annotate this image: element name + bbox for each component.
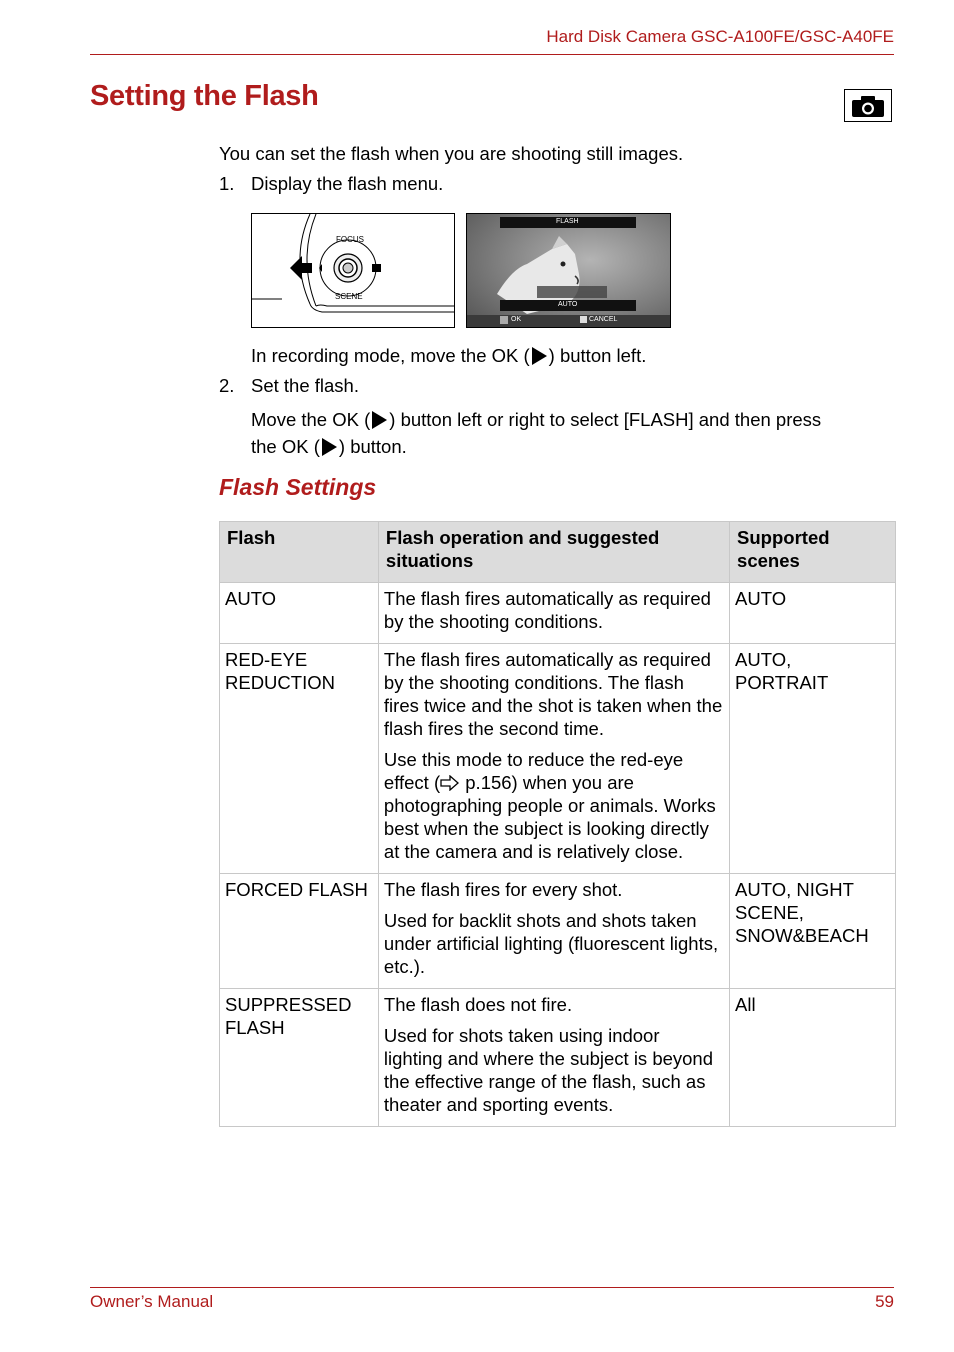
operation-note: Used for backlit shots and shots taken under artificial lighting (fluorescent lights, etc.). — [383, 910, 719, 977]
flash-cell: SUPPRESSED FLASH — [220, 989, 379, 1127]
operation-text: The flash fires automatically as required by the shooting conditions. — [383, 588, 711, 632]
operation-note: Used for shots taken using indoor lighting and where the subject is beyond the effective range of the flash, such as theater and sporting events. — [383, 1025, 714, 1115]
header-rule — [90, 54, 894, 55]
step-2-note-part4: ) button. — [338, 436, 407, 457]
header-flash: Flash — [220, 522, 379, 583]
step-1-note-after: ) button left. — [548, 345, 647, 366]
step-2-text: Set the flash. — [251, 375, 359, 396]
flash-settings-table — [219, 521, 896, 1127]
operation-cell — [378, 644, 729, 874]
flash-menu-title: FLASH — [556, 218, 579, 225]
flash-mode-label: AUTO — [558, 301, 578, 308]
scenes-cell: AUTO, NIGHT SCENE, SNOW&BEACH — [730, 874, 896, 989]
ok-button-icon — [372, 411, 387, 429]
running-header: Hard Disk Camera GSC-A100FE/GSC-A40FE — [546, 27, 894, 46]
step-2-note-part3: the OK ( — [251, 436, 320, 457]
step-2-note-part2: ) button left or right to select [FLASH] and then press — [389, 409, 822, 430]
scenes-cell: All — [730, 989, 896, 1127]
operation-text: The flash fires for every shot. — [383, 879, 623, 900]
table-row — [220, 989, 896, 1127]
page-number: 59 — [875, 1292, 894, 1311]
step-2-number: 2. — [219, 375, 235, 396]
table-header-row — [220, 522, 896, 583]
ok-button-icon — [322, 438, 337, 456]
step-2-note-part1: Move the OK ( — [251, 409, 371, 430]
page-title: Setting the Flash — [90, 80, 319, 112]
step-1-text: Display the flash menu. — [251, 173, 444, 194]
step-2-note — [251, 406, 891, 460]
flash-cell: RED-EYE REDUCTION — [220, 644, 379, 874]
cancel-label: CANCEL — [589, 316, 618, 323]
footer-title: Owner’s Manual — [90, 1292, 214, 1311]
header-operation: Flash operation and suggested situations — [378, 522, 729, 583]
ok-button-icon — [532, 347, 547, 365]
ok-label: OK — [511, 316, 522, 323]
flash-cell: AUTO — [220, 583, 379, 644]
operation-note-after: p.156) when you are photographing people or animals. Works best when the subject is looking directly at the camera and is relatively close. — [383, 772, 716, 862]
flash-cell: FORCED FLASH — [220, 874, 379, 989]
header-scenes: Supported scenes — [730, 522, 896, 583]
scene-label: SCENE — [335, 292, 363, 301]
operation-cell — [378, 583, 729, 644]
step-1-number: 1. — [219, 173, 235, 194]
table-row — [220, 583, 896, 644]
operation-text: The flash fires automatically as required by the shooting conditions. The flash fires twice and the shot is taken when the flash fires the second time. — [383, 649, 723, 739]
operation-cell — [378, 874, 729, 989]
operation-note — [384, 748, 723, 863]
focus-label: FOCUS — [336, 235, 364, 244]
operation-note-before: Use this mode to reduce the red-eye effect ( — [383, 749, 684, 793]
footer-rule — [90, 1287, 894, 1288]
table-row — [220, 644, 896, 874]
camera-icon — [844, 89, 892, 122]
step-1-note-before: In recording mode, move the OK ( — [251, 345, 530, 366]
section-title: Flash Settings — [219, 474, 377, 500]
operation-cell — [378, 989, 729, 1127]
scenes-cell: AUTO, PORTRAIT — [730, 644, 896, 874]
intro-text: You can set the flash when you are shooting still images. — [219, 143, 684, 164]
camera-control-figure — [251, 213, 455, 328]
page-reference-arrow-icon — [440, 775, 460, 791]
table-row — [220, 874, 896, 989]
operation-text: The flash does not fire. — [383, 994, 573, 1015]
scenes-cell: AUTO — [730, 583, 896, 644]
step-1-note — [251, 343, 646, 369]
flash-menu-screen-figure — [466, 213, 671, 328]
